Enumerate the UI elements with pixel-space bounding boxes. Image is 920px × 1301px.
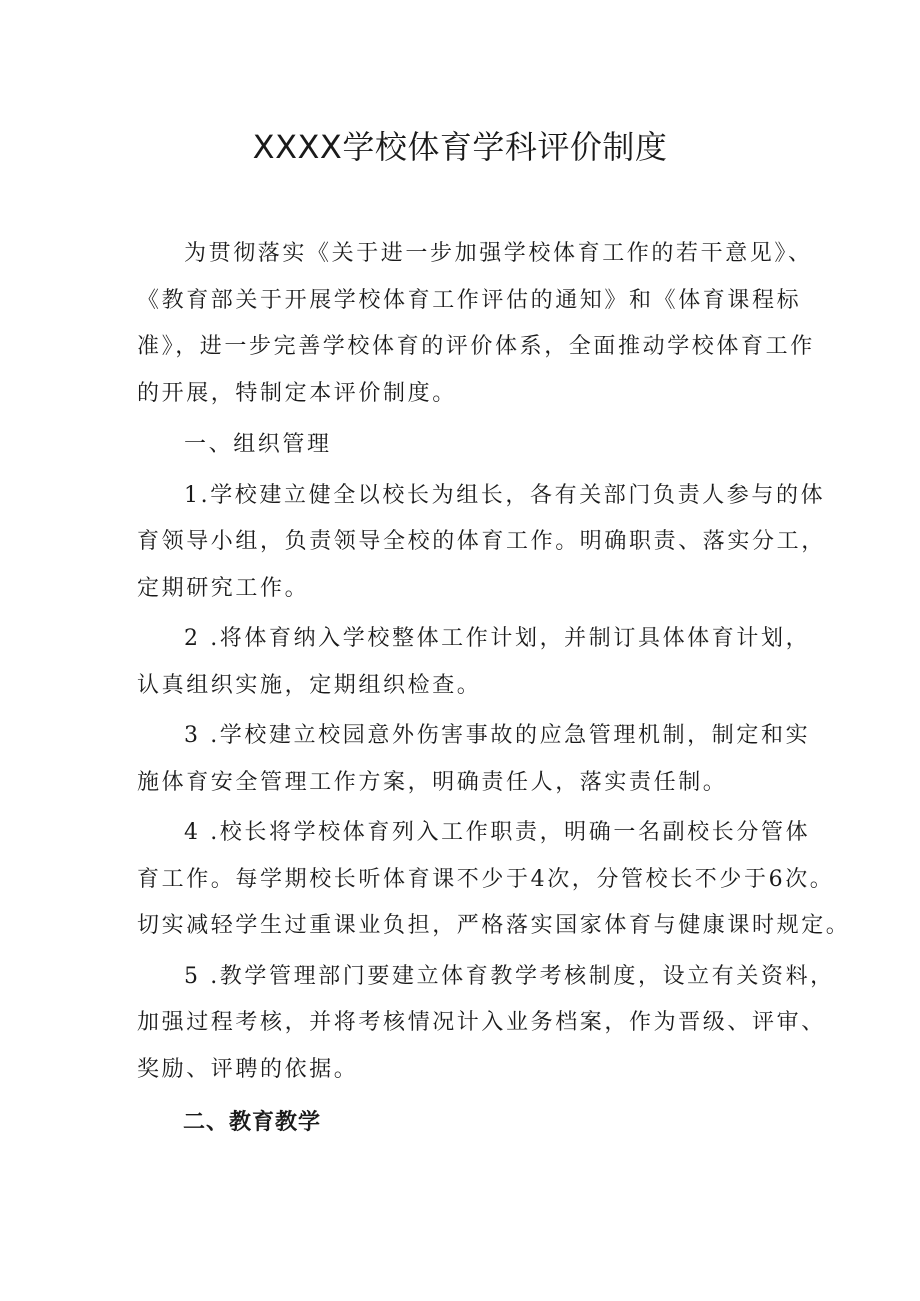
item-line: 1.学校建立健全以校长为组长，各有关部门负责人参与的体 <box>184 482 826 508</box>
item-line: 育工作。每学期校长听体育课不少于4次，分管校长不少于6次。 <box>137 866 835 892</box>
item-1-paragraph <box>137 473 826 613</box>
section2-heading: 二、教育教学 <box>183 1110 322 1135</box>
item-line: 育领导小组，负责领导全校的体育工作。明确职责、落实分工， <box>137 529 826 554</box>
item-2-paragraph <box>137 616 811 709</box>
item-line: 切实减轻学生过重课业负担，严格落实国家体育与健康课时规定。 <box>137 913 851 938</box>
item-line: 3 .学校建立校园意外伤害事故的应急管理机制，制定和实 <box>184 723 811 748</box>
intro-paragraph <box>137 231 815 417</box>
item-line: 认真组织实施，定期组织检查。 <box>137 672 482 698</box>
intro-line: 为贯彻落实《关于进一步加强学校体育工作的若干意见》、 <box>184 241 813 266</box>
item-line: 定期研究工作。 <box>137 575 310 601</box>
item-4-paragraph <box>137 810 851 950</box>
section-heading-text: 一、组织管理 <box>184 432 332 457</box>
document-body <box>137 225 851 1093</box>
document-title: XXXX学校体育学科评价制度 <box>252 128 668 166</box>
item-line: 奖励、评聘的依据。 <box>137 1056 359 1082</box>
section1-heading <box>137 422 793 469</box>
item-5-paragraph <box>137 954 835 1094</box>
intro-line: 准》，进一步完善学校体育的评价体系，全面推动学校体育工作 <box>137 334 815 359</box>
intro-line: 《教育部关于开展学校体育工作评估的通知》和《体育课程标 <box>137 287 802 313</box>
item-line: 施体育安全管理工作方案，明确责任人，落实责任制。 <box>137 769 728 795</box>
item-line: 5 .教学管理部门要建立体育教学考核制度，设立有关资料， <box>184 963 835 989</box>
item-line: 加强过程考核，并将考核情况计入业务档案，作为晋级、评审、 <box>137 1010 826 1035</box>
intro-line: 的开展，特制定本评价制度。 <box>137 380 457 406</box>
item-line: 2 .将体育纳入学校整体工作计划，并制订具体体育计划， <box>184 626 811 651</box>
item-line: 4 .校长将学校体育列入工作职责，明确一名副校长分管体 <box>184 820 811 845</box>
item-3-paragraph <box>137 713 811 806</box>
